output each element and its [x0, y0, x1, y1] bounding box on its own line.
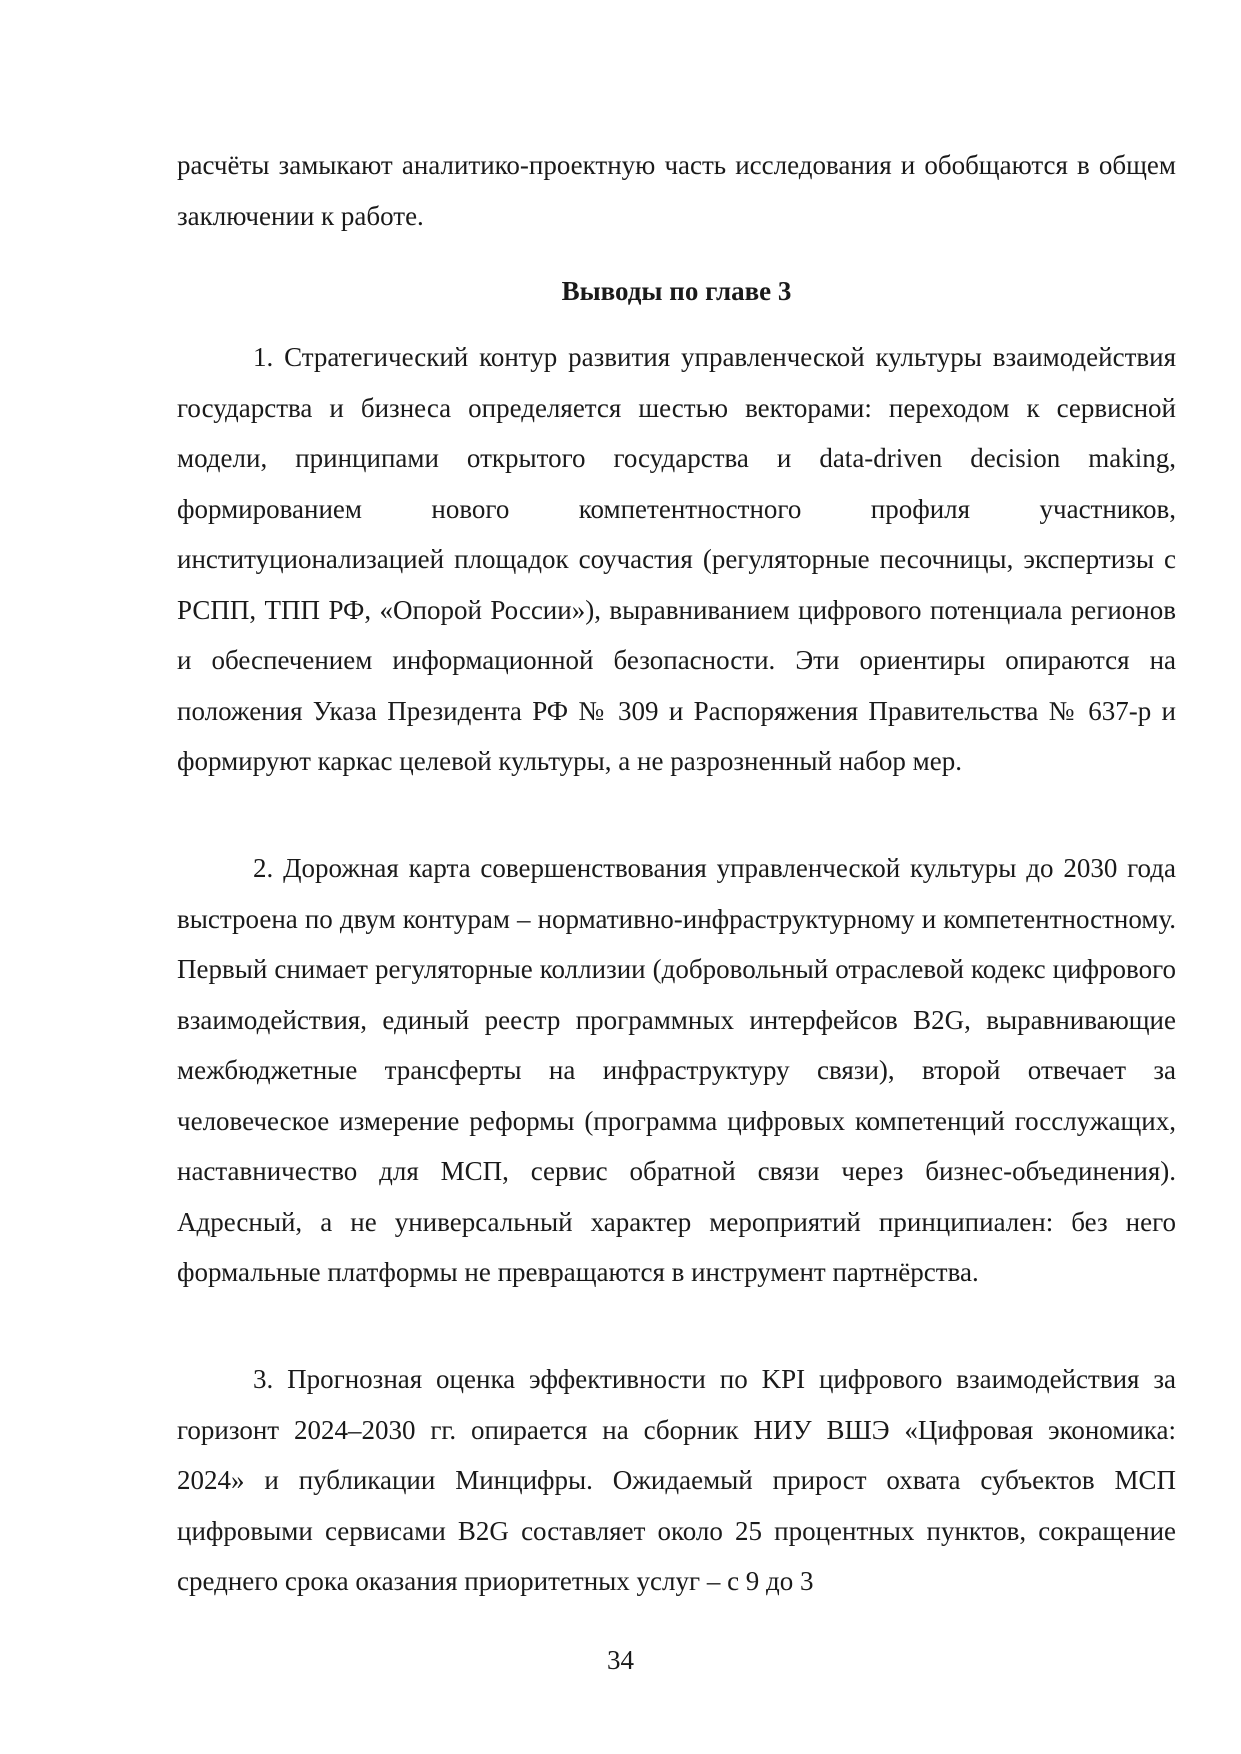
- intro-paragraph: расчёты замыкают аналитико-проектную часть исследования и обобщаются в общем заключении к работе.: [177, 150, 1176, 231]
- section-heading: Выводы по главе 3: [561, 276, 792, 306]
- conclusion-item-2: 2. Дорожная карта совершенствования управленческой культуры до 2030 года выстроена по двум контурам – нормативно-инфраструктурному и компетентностному. Первый снимает регуляторные коллизии (добровольный отраслевой кодекс цифрового взаимодействия, единый реестр программных интерфейсов B2G, выравнивающие межбюджетные трансферты на инфраструктуру связи), второй отвечает за человеческое измерение реформы (программа цифровых компетенций госслужащих, наставничество для МСП, сервис обратной связи через бизнес-объединения). Адресный, а не универсальный характер мероприятий принципиален: без него формальные платформы не превращаются в инструмент партнёрства.: [177, 853, 1176, 1287]
- conclusion-item-1: 1. Стратегический контур развития управленческой культуры взаимодействия государства и бизнеса определяется шестью векторами: переходом к сервисной модели, принципами открытого государства и data-driven decision making, формированием нового компетентностного профиля участников, институционализацией площадок соучастия (регуляторные песочницы, экспертизы с РСПП, ТПП РФ, «Опорой России»), выравниванием цифрового потенциала регионов и обеспечением информационной безопасности. Эти ориентиры опираются на положения Указа Президента РФ № 309 и Распоряжения Правительства № 637-р и формируют каркас целевой культуры, а не разрозненный набор мер.: [177, 342, 1176, 776]
- conclusion-item-3: 3. Прогнозная оценка эффективности по KPI цифрового взаимодействия за горизонт 2024–2030 гг. опирается на сборник НИУ ВШЭ «Цифровая экономика: 2024» и публикации Минцифры. Ожидаемый прирост охвата субъектов МСП цифровыми сервисами B2G составляет около 25 процентных пунктов, сокращение среднего срока оказания приоритетных услуг – с 9 до 3: [177, 1364, 1176, 1596]
- page-number: 34: [607, 1645, 634, 1675]
